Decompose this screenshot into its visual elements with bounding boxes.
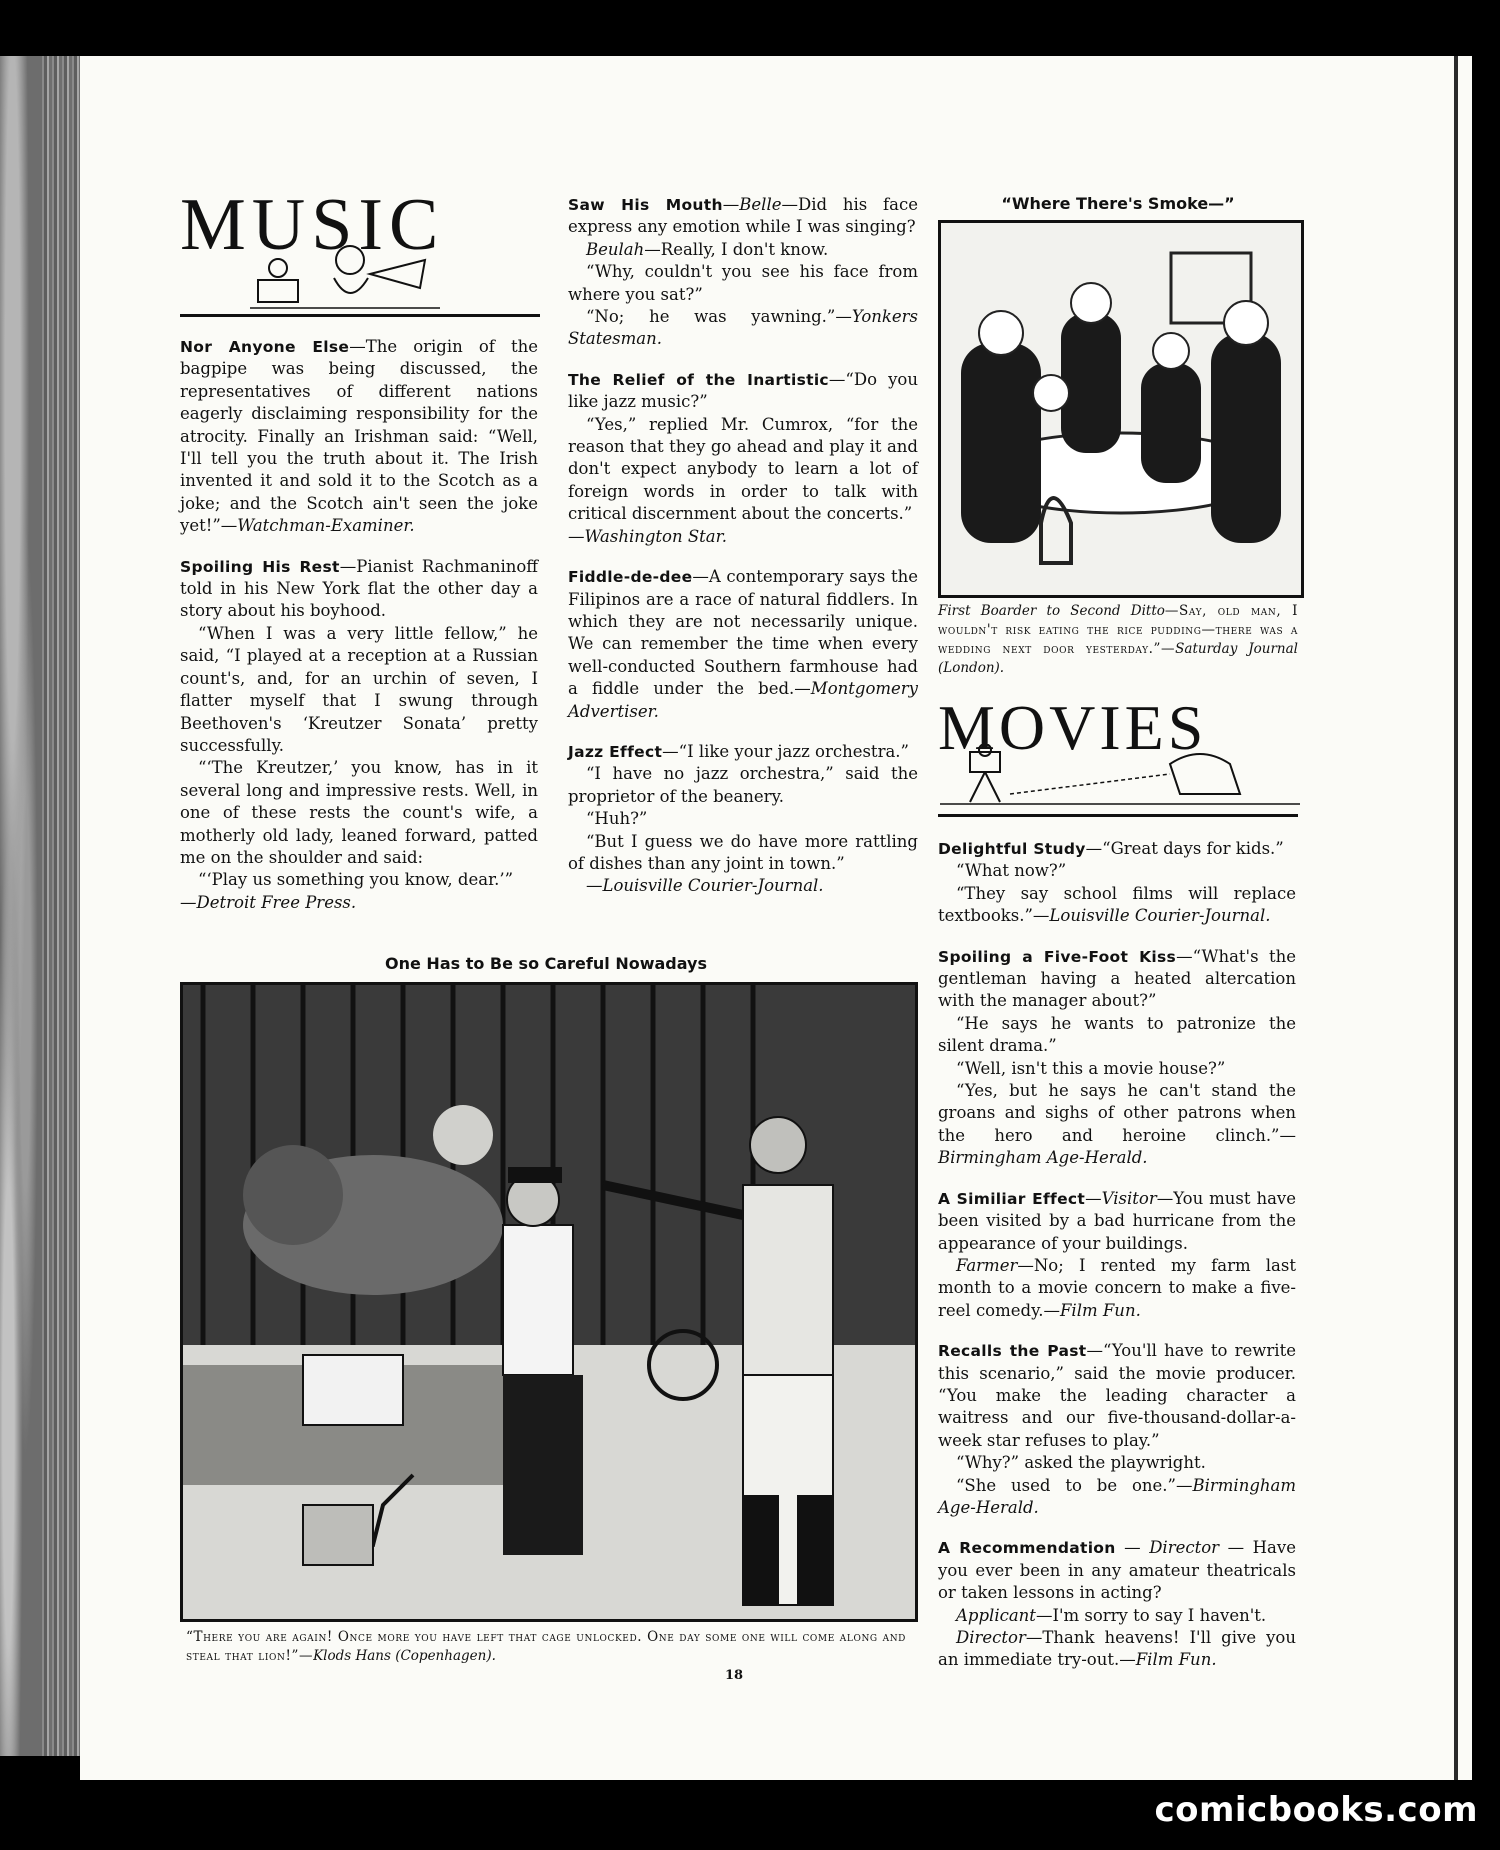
headline: Spoiling a Five-Foot Kiss: [938, 947, 1177, 966]
lion-cartoon-illustration: [180, 982, 918, 1622]
paragraph: [938, 1255, 1296, 1322]
paragraph: [938, 883, 1296, 928]
article-similiar-effect: [938, 1188, 1296, 1255]
article-delightful-study: [938, 838, 1296, 860]
headline: Spoiling His Rest: [180, 557, 340, 576]
article-relief-of-inartistic: [568, 369, 918, 414]
speaker: Director: [956, 1628, 1026, 1647]
speaker: Director: [1149, 1538, 1220, 1558]
music-heading-illustration: [250, 238, 450, 318]
caption-text: —Say, old man, I wouldn't risk eating the rice pudding—there was a wedding next door yesterday.”—: [938, 603, 1299, 657]
headline: Delightful Study: [938, 840, 1086, 858]
article-spoiling-his-rest: [180, 556, 538, 623]
page-edge: [1454, 56, 1458, 1780]
article-text: — Have you ever been in any amateur theatricals or taken lessons in acting?: [938, 1538, 1296, 1603]
article-text: “She used to be one.”—: [956, 1475, 1193, 1495]
paragraph: [568, 306, 918, 351]
dash: —: [722, 195, 740, 214]
article-text: —I'm sorry to say I haven't.: [1035, 1605, 1267, 1625]
article-text: —“I like your jazz orchestra.”: [662, 741, 909, 761]
headline: The Relief of the Inartistic: [568, 370, 829, 389]
page-number: 18: [725, 1668, 744, 1683]
article-saw-his-mouth: [568, 194, 918, 239]
column-3: [938, 838, 1296, 1672]
paragraph: “Why, couldn't you see his face from where you sat?”: [568, 262, 918, 304]
article-text: —“Great days for kids.”: [1085, 839, 1284, 858]
dash: —: [1115, 1538, 1150, 1558]
article-text: —“Do you like jazz music?”: [568, 369, 918, 412]
article-text: —You must have been visited by a bad hurricane from the appearance of your buildings.: [938, 1188, 1296, 1253]
paragraph: [938, 1080, 1296, 1170]
smoke-cartoon-illustration: [938, 220, 1304, 598]
paragraph: [568, 239, 918, 261]
article-jazz-effect: [568, 741, 918, 763]
headline: Fiddle-de-dee: [568, 568, 693, 587]
paragraph: “What now?”: [956, 861, 1067, 881]
column-1: [180, 336, 538, 914]
movies-heading-illustration: [940, 744, 1300, 808]
music-heading: MUSIC: [180, 184, 445, 266]
source-credit: Watchman-Examiner.: [237, 516, 415, 536]
paragraph: “Well, isn't this a movie house?”: [956, 1058, 1226, 1078]
article-text: —Pianist Rachmaninoff told in his New York flat the other day a story about his boyhood.: [180, 556, 539, 621]
speaker: Applicant: [956, 1605, 1036, 1625]
site-watermark: comicbooks.com: [1154, 1790, 1478, 1830]
headline: Jazz Effect: [568, 742, 663, 761]
article-nor-anyone-else: [180, 336, 538, 538]
book-spine-binding: [42, 56, 80, 1756]
article-text: —Thank heavens! I'll give you an immediate try-out.—: [938, 1628, 1296, 1670]
paragraph: “‘The Kreutzer,’ you know, has in it several long and impressive rests. Well, in one of these rests the count's wife, a motherly old lady, leaned forward, patted me on the shoulder and said:: [180, 758, 538, 867]
paragraph: “He says he wants to patronize the silent drama.”: [938, 1013, 1296, 1056]
lion-cartoon-caption: [186, 1628, 910, 1666]
speaker: Belle: [739, 195, 782, 214]
article-text: —Did his face express any emotion while I was singing?: [568, 195, 918, 237]
source-credit: Klods Hans (Copenhagen).: [313, 1648, 496, 1664]
article-recalls-the-past: [938, 1340, 1296, 1452]
paragraph: “‘Play us something you know, dear.’”: [198, 870, 514, 890]
zoo-keeper-drawing: [183, 985, 915, 1619]
paragraph: [938, 1475, 1296, 1520]
source-credit: Film Fun.: [1059, 1300, 1141, 1320]
column-2: [568, 194, 918, 898]
article-text: —No; I rented my farm last month to a movie concern to make a five-reel comedy.—: [938, 1255, 1296, 1320]
headline: Nor Anyone Else: [180, 338, 350, 356]
article-text: —The origin of the bagpipe was being discussed, the representatives of different nations eagerly disclaiming responsibility for the atrocity. Finally an Irishman said: “Well, I'll tell you the truth about it. The Irish invented it and sold it to the Scotch as a joke; and the Scotch ain't seen the joke yet!”—: [180, 337, 538, 536]
headline: A Recommendation: [938, 1539, 1116, 1558]
source-credit: —Louisville Courier-Journal.: [586, 876, 824, 896]
lion-cartoon-title: One Has to Be so Careful Nowadays: [385, 954, 707, 973]
smoke-cartoon-title: “Where There's Smoke—”: [1001, 194, 1235, 213]
paragraph: “Why?” asked the playwright.: [956, 1453, 1206, 1473]
book-cover-marble: [0, 56, 42, 1756]
headline: A Similiar Effect: [938, 1189, 1086, 1208]
movies-heading-rule: [938, 814, 1298, 817]
speaker: Farmer: [956, 1255, 1018, 1275]
article-text: —Really, I don't know.: [644, 239, 829, 259]
speaker: Visitor: [1101, 1188, 1157, 1208]
music-heading-rule: [180, 314, 540, 317]
movies-heading: MOVIES: [938, 692, 1208, 763]
source-credit: —Washington Star.: [568, 526, 727, 546]
speaker: Beulah: [586, 239, 645, 259]
article-text: “Yes, but he says he can't stand the groans and sighs of other patrons when the hero and heroine clinch.”—: [938, 1081, 1296, 1145]
article-text: —“What's the gentleman having a heated altercation with the manager about?”: [938, 946, 1296, 1011]
source-credit: Film Fun.: [1135, 1650, 1217, 1670]
paragraph: “When I was a very little fellow,” he said, “I played at a reception at a Russian count's, and, for an urchin of seven, I flatter myself that I swung through Beethoven's ‘Kreutzer Sonata’ pretty successfully.: [180, 623, 538, 755]
paragraph: “Yes,” replied Mr. Cumrox, “for the reason that they go ahead and play it and don't expect anybody to learn a lot of foreign words in order to talk with critical discernment about the concerts.”: [568, 414, 918, 524]
source-credit: Yonkers Statesman.: [568, 307, 918, 349]
headline: Recalls the Past: [938, 1342, 1087, 1361]
source-credit: Montgomery Advertiser.: [568, 679, 918, 721]
paragraph: “Huh?”: [586, 809, 648, 829]
article-text: “They say school films will replace textbooks.”—: [938, 883, 1296, 926]
caption-text: “There you are again! Once more you have left that cage unlocked. One day some one will come along and steal that lion!”—: [186, 1629, 906, 1664]
source-credit: Louisville Courier-Journal.: [1049, 906, 1271, 926]
source-credit: Saturday Journal (London).: [938, 641, 1298, 676]
paragraph: [938, 1627, 1296, 1672]
speaker: First Boarder to Second Ditto: [938, 603, 1165, 619]
paragraph: “But I guess we do have more rattling of dishes than any joint in town.”: [568, 831, 918, 873]
headline: Saw His Mouth: [568, 196, 723, 214]
dash: —: [1085, 1188, 1102, 1208]
source-credit: Birmingham Age-Herald.: [938, 1148, 1148, 1168]
article-text: “No; he was yawning.”—: [586, 307, 852, 327]
smoke-cartoon-caption: [938, 602, 1298, 678]
article-spoiling-five-foot-kiss: [938, 946, 1296, 1013]
dinner-table-drawing: [941, 223, 1301, 595]
article-fiddle-de-dee: [568, 566, 918, 723]
source-credit: —Detroit Free Press.: [180, 892, 357, 912]
article-text: —A contemporary says the Filipinos are a race of natural fiddlers. In which they are not necessarily unique. We can remember the time when every well-conducted Southern farmhouse had a fiddle under the bed.—: [568, 567, 918, 699]
paragraph: [938, 1605, 1296, 1627]
article-a-recommendation: [938, 1537, 1296, 1604]
article-text: —“You'll have to rewrite this scenario,” said the movie producer. “You make the leading character a waitress and our five-thousand-dollar-a-week star refuses to play.”: [938, 1341, 1296, 1450]
source-credit: Birmingham Age-Herald.: [938, 1475, 1296, 1517]
paragraph: “I have no jazz orchestra,” said the proprietor of the beanery.: [568, 764, 918, 806]
